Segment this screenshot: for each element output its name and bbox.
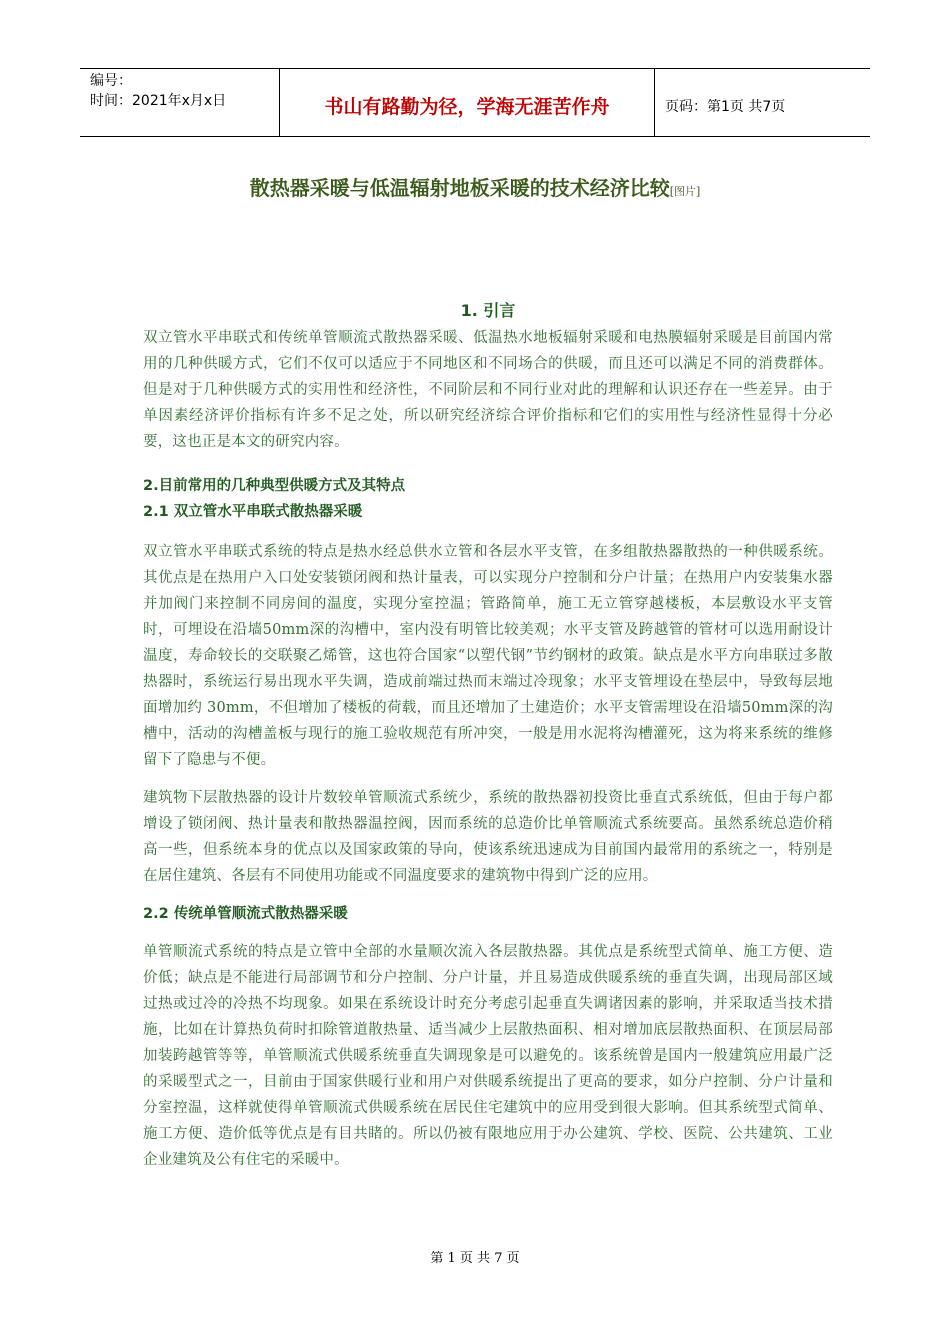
page-footer: 第 1 页 共 7 页 — [430, 1251, 520, 1266]
document-date-label: 时间：2021年x月x日 — [90, 93, 227, 109]
document-body — [143, 298, 833, 1173]
section-2-heading: 2.目前常用的几种典型供暖方式及其特点 — [143, 478, 406, 494]
section-1-paragraph: 双立管水平串联式和传统单管顺流式散热器采暖、低温热水地板辐射采暖和电热膜辐射采暖是目前国内常用的几种供暖方式，它们不仅可以适应于不同地区和不同场合的供暖，而且还可以满足不同的消费群体。但是对于几种供暖方式的实用性和经济性，不同阶层和不同行业对此的理解和认识还存在一些差异。由于单因素经济评价指标有许多不足之处，所以研究经济综合评价指标和它们的实用性与经济性显得十分必要，这也正是本文的研究内容。 — [143, 330, 833, 450]
section-1-heading: 1. 引言 — [460, 301, 516, 320]
document-title — [0, 172, 950, 201]
section-2-1-paragraph-2: 建筑物下层散热器的设计片数较单管顺流式系统少，系统的散热器初投资比垂直式系统低，但由于每户都增设了锁闭阀、热计量表和散热器温控阀，因而系统的总造价比单管顺流式系统要高。虽然系统总造价稍高一些，但系统本身的优点以及国家政策的导向，使该系统迅速成为目前国内最常用的系统之一，特别是在居住建筑、各层有不同使用功能或不同温度要求的建筑物中得到广泛的应用。 — [143, 790, 833, 884]
document-title-text: 散热器采暖与低温辐射地板采暖的技术经济比较 — [249, 176, 670, 200]
section-2-1-heading: 2.1 双立管水平串联式散热器采暖 — [143, 504, 363, 520]
section-2-1-paragraph-1: 双立管水平串联式系统的特点是热水经总供水立管和各层水平支管，在多组散热器散热的一种供暖系统。其优点是在热用户入口处安装锁闭阀和热计量表，可以实现分户控制和分户计量；在热用户内安装集水器并加阀门来控制不同房间的温度，实现分室控温；管路简单，施工无立管穿越楼板，本层敷设水平支管时，可埋设在沿墙50mm深的沟槽中，室内没有明管比较美观；水平支管及跨越管的管材可以选用耐设计温度，寿命较长的交联聚乙烯管，这也符合国家“以塑代钢”节约钢材的政策。缺点是水平方向串联过多散热器时，系统运行易出现水平失调，造成前端过热而末端过冷现象；水平支管埋设在垫层中，导致每层地面增加约 30mm，不但增加了楼板的荷载，而且还增加了土建造价；水平支管需埋设在沿墙50mm深的沟槽中，活动的沟槽盖板与现行的施工验收规范有所冲突，一般是用水泥将沟槽灌死，这为将来系统的维修留下了隐患与不便。 — [143, 544, 833, 768]
section-2-2-paragraph: 单管顺流式系统的特点是立管中全部的水量顺次流入各层散热器。其优点是系统型式简单、施工方便、造价低；缺点是不能进行局部调节和分户控制、分户计量，并且易造成供暖系统的垂直失调，出现局部区域过热或过冷的冷热不均现象。如果在系统设计时充分考虑引起垂直失调诸因素的影响，并采取适当技术措施，比如在计算热负荷时扣除管道散热量、适当减少上层散热面积、相对增加底层散热面积、在顶层局部加装跨越管等等，单管顺流式供暖系统垂直失调现象是可以避免的。该系统曾是国内一般建筑应用最广泛的采暖型式之一，目前由于国家供暖行业和用户对供暖系统提出了更高的要求，如分户控制、分户计量和分室控温，这样就使得单管顺流式供暖系统在居民住宅建筑中的应用受到很大影响。但其系统型式简单、施工方便、造价低等优点是有目共睹的。所以仍被有限地应用于办公建筑、学校、医院、公共建筑、工业企业建筑及公有住宅的采暖中。 — [143, 944, 833, 1168]
header-page-label: 页码：第1页 共7页 — [665, 98, 786, 115]
document-number-label: 编号： — [90, 73, 132, 89]
header-meta — [80, 69, 280, 136]
header-motto: 书山有路勤为径，学海无涯苦作舟 — [280, 69, 655, 136]
page-header — [80, 68, 870, 137]
section-2-2-heading: 2.2 传统单管顺流式散热器采暖 — [143, 906, 348, 922]
image-placeholder-tag: [图片] — [669, 185, 701, 198]
